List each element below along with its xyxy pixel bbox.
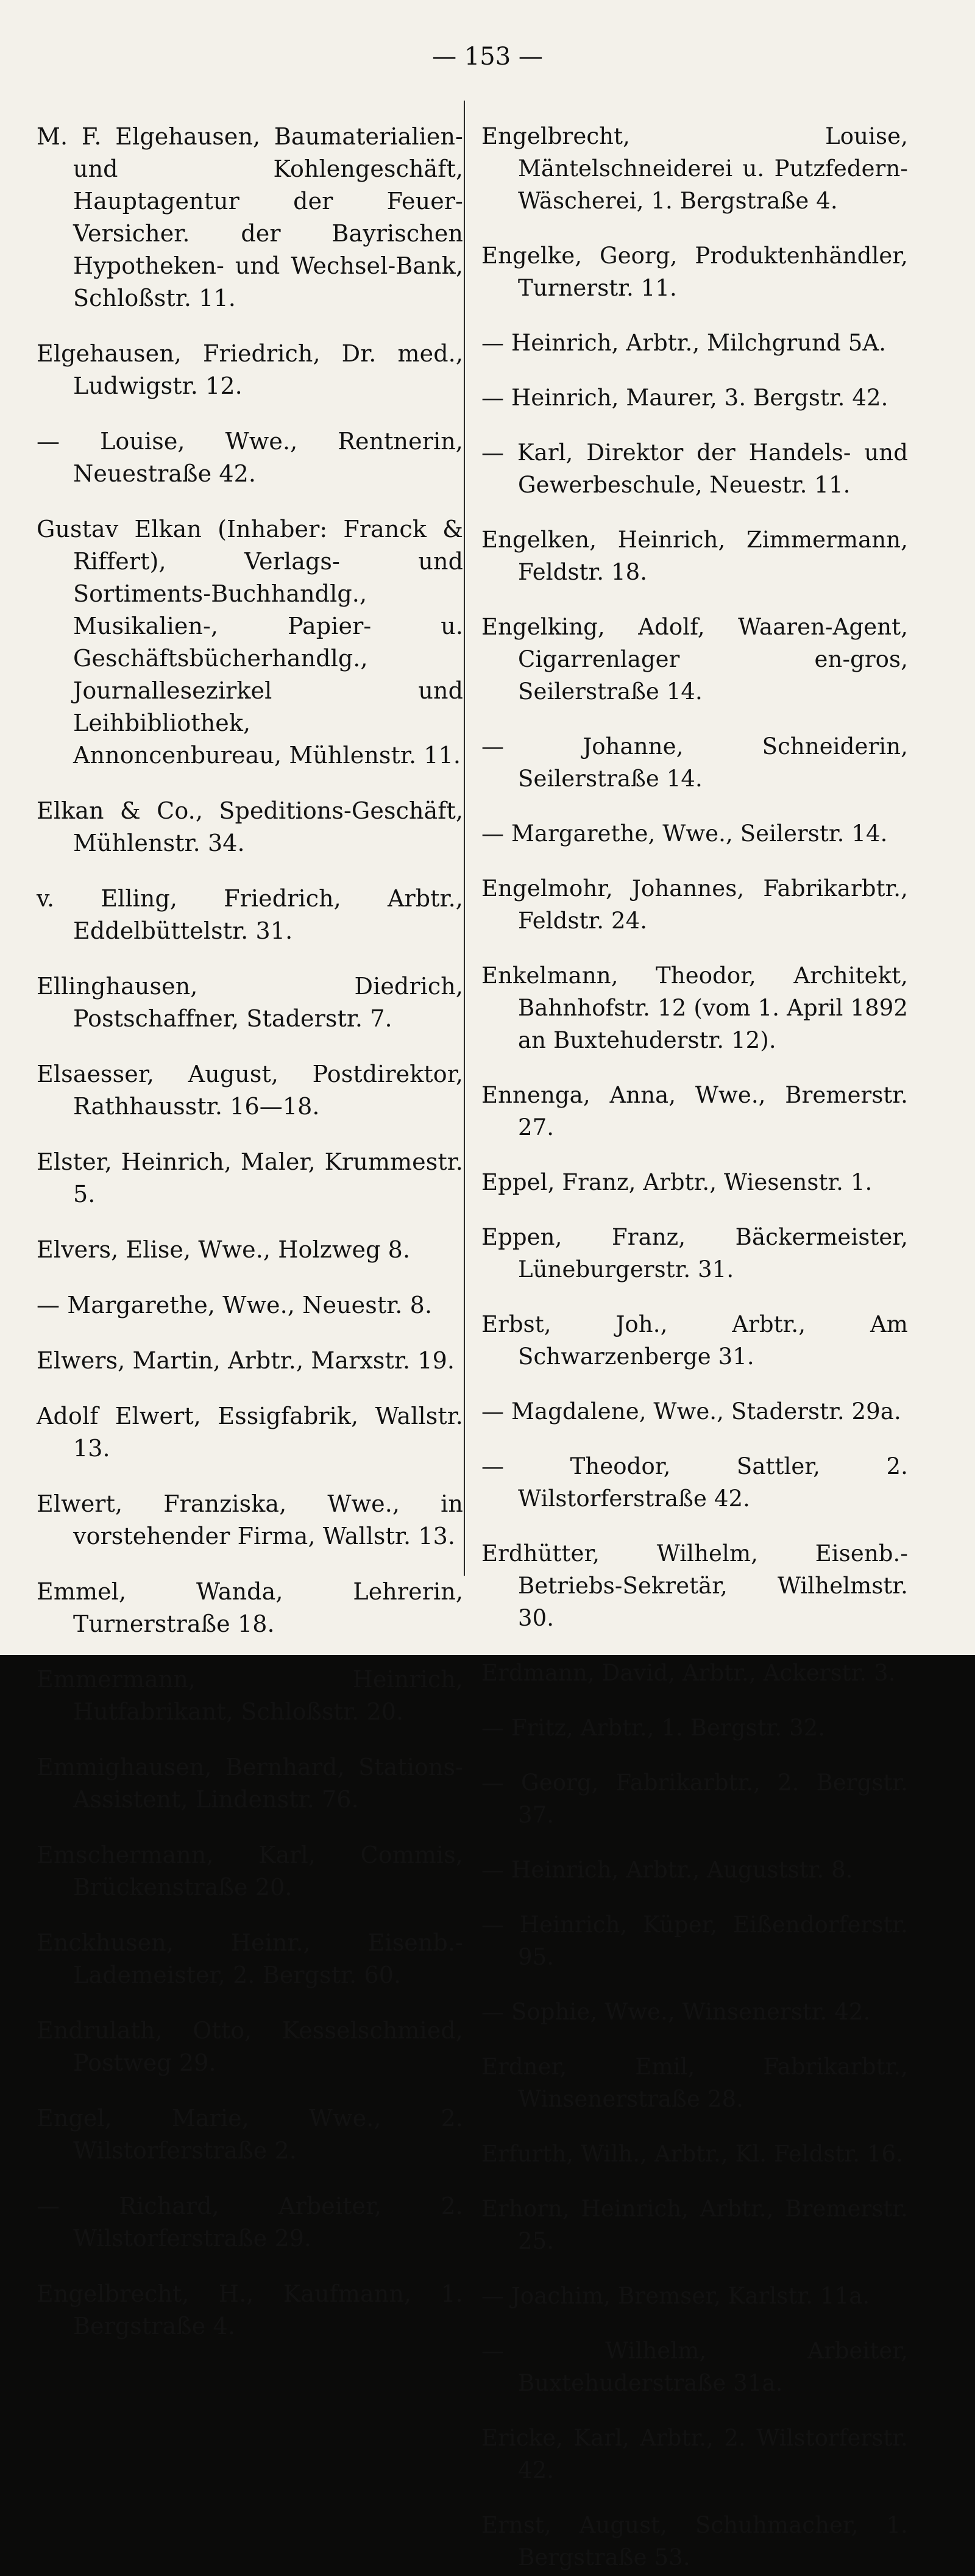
directory-entry: — Heinrich, Arbtr., Auguststr. 8. [481,1857,853,1883]
left-column [37,98,463,2345]
directory-entry: Erfurth, Wilh., Arbtr., Kl. Feldstr. 16. [481,2141,904,2167]
directory-entry: Engelken, Heinrich, Zimmermann, Feldstr. 18. [481,527,908,585]
directory-entry: — Heinrich, Arbtr., Milchgrund 5A. [481,330,887,356]
directory-entry: Erhorn, Heinrich, Arbtr., Bremerstr. 25. [481,2196,908,2254]
directory-entry: Emmighausen, Bernhard, Stations-Assistent, Lindenstr. 76. [37,1754,463,1813]
directory-entry: Engel, Marie, Wwe., 2. Wilstorferstraße 2. [37,2105,463,2164]
directory-entry: — Magdalene, Wwe., Staderstr. 29a. [481,1398,901,1425]
directory-entry: Ernst, August, Schuhmacher, 1. Bergstraße 53. [481,2512,908,2571]
directory-entry: — Fritz, Arbtr., 1. Bergstr. 32. [481,1715,826,1741]
directory-entry: Erbst, Joh., Arbtr., Am Schwarzenberge 31. [481,1311,908,1370]
directory-entry: Elvers, Elise, Wwe., Holzweg 8. [37,1236,411,1263]
page-number: — 153 — [432,43,543,71]
directory-entry: Elster, Heinrich, Maler, Krummestr. 5. [37,1148,463,1208]
directory-entry: — Heinrich, Küper, Eißendorferstr. 95. [481,1912,908,1970]
directory-entry: Engelbrecht, H., Kaufmann, 1. Bergstraße 4. [37,2280,463,2339]
directory-entry: Ellinghausen, Diedrich, Postschaffner, Staderstr. 7. [37,973,463,1032]
directory-entry: — Richard, Arbeiter, 2. Wilstorferstraße 29. [37,2193,463,2252]
directory-entry: Engelking, Adolf, Waaren-Agent, Cigarrenlager en-gros, Seilerstraße 14. [481,614,908,705]
directory-entry: Elkan & Co., Speditions-Geschäft, Mühlenstr. 34. [37,797,463,856]
directory-entry: Eppen, Franz, Bäckermeister, Lüneburgerstr. 31. [481,1224,908,1283]
directory-entry: Erdner, Emil, Fabrikarbtr., Winsenerstraße 28. [481,2054,908,2112]
directory-entry: Elwert, Franziska, Wwe., in vorstehender Firma, Wallstr. 13. [37,1490,463,1550]
directory-entry: — Joachim, Bremser, Karlstr. 11a. [481,2283,870,2309]
directory-entry: — Georg, Fabrikarbtr., 2. Bergstr. 37. [481,1770,908,1828]
directory-entry: Erdmann, David, Arbtr., Ackerstr. 3. [481,1660,896,1686]
directory-entry: — Johanne, Schneiderin, Seilerstraße 14. [481,733,908,792]
directory-entry: Enckhusen, Heinr., Eisenb.-Lademeister, 2. Bergstr. 60. [37,1929,463,1988]
directory-entry: v. Elling, Friedrich, Arbtr., Eddelbüttelstr. 31. [37,885,463,944]
directory-entry: Emmermann, Heinrich, Hutfabrikant, Schloßstr. 20. [37,1666,463,1725]
directory-entry: Enkelmann, Theodor, Architekt, Bahnhofstr. 12 (vom 1. April 1892 an Buxtehuderstr. 12). [481,962,908,1053]
directory-entry: Engelmohr, Johannes, Fabrikarbtr., Feldstr. 24. [481,875,908,934]
right-column [481,98,908,2576]
directory-entry: Ennenga, Anna, Wwe., Bremerstr. 27. [481,1082,908,1140]
directory-entry: Gustav Elkan (Inhaber: Franck & Riffert), Verlags- und Sortiments-Buchhandlg., Musikalien-, Papier- u. Geschäftsbücherhandlg., Journallesezirkel und Leihbibliothek, Annoncenbureau, Mühlenstr. 11. [37,516,463,769]
directory-entry: Engelbrecht, Louise, Mäntelschneiderei u. Putzfedern-Wäscherei, 1. Bergstraße 4. [481,123,908,214]
directory-entry: Elwers, Martin, Arbtr., Marxstr. 19. [37,1347,455,1374]
directory-entry: — Karl, Direktor der Handels- und Gewerbeschule, Neuestr. 11. [481,439,908,498]
directory-entry: Erdhütter, Wilhelm, Eisenb.-Betriebs-Sekretär, Wilhelmstr. 30. [481,1540,908,1631]
directory-entry: — Louise, Wwe., Rentnerin, Neuestraße 42. [37,428,463,487]
directory-entry: — Wilhelm, Arbeiter, Buxtehuderstraße 31a. [481,2338,908,2396]
directory-entry: Adolf Elwert, Essigfabrik, Wallstr. 13. [37,1403,463,1462]
directory-entry: Eppel, Franz, Arbtr., Wiesenstr. 1. [481,1169,873,1195]
directory-entry: — Margarethe, Wwe., Neuestr. 8. [37,1292,433,1318]
directory-entry: — Theodor, Sattler, 2. Wilstorferstraße 42. [481,1453,908,1512]
directory-entry: — Margarethe, Wwe., Seilerstr. 14. [481,820,888,847]
directory-entry: M. F. Elgehausen, Baumaterialien- und Kohlengeschäft, Hauptagentur der Feuer-Versicher. der Bayrischen Hypotheken- und Wechsel-Bank, Schloßstr. 11. [37,123,463,311]
directory-entry: Emschermann, Karl, Commis, Brückenstraße 20. [37,1841,463,1901]
directory-entry: Engelke, Georg, Produktenhändler, Turnerstr. 11. [481,243,908,301]
directory-entry: Elsaesser, August, Postdirektor, Rathhausstr. 16—18. [37,1061,463,1120]
directory-entry: Emmel, Wanda, Lehrerin, Turnerstraße 18. [37,1578,463,1637]
directory-entry: — Sophie, Wwe., Winsenerstr. 42. [481,1999,871,2025]
directory-entry: Ericke, Karl, Arbtr., 2. Wilstorferstr. 42. [481,2425,908,2483]
column-divider [464,101,465,1576]
directory-entry: — Heinrich, Maurer, 3. Bergstr. 42. [481,385,888,411]
directory-entry: Elgehausen, Friedrich, Dr. med., Ludwigstr. 12. [37,340,463,399]
directory-entry: Endrulath, Otto, Kesselschmied, Postweg 29. [37,2017,463,2076]
